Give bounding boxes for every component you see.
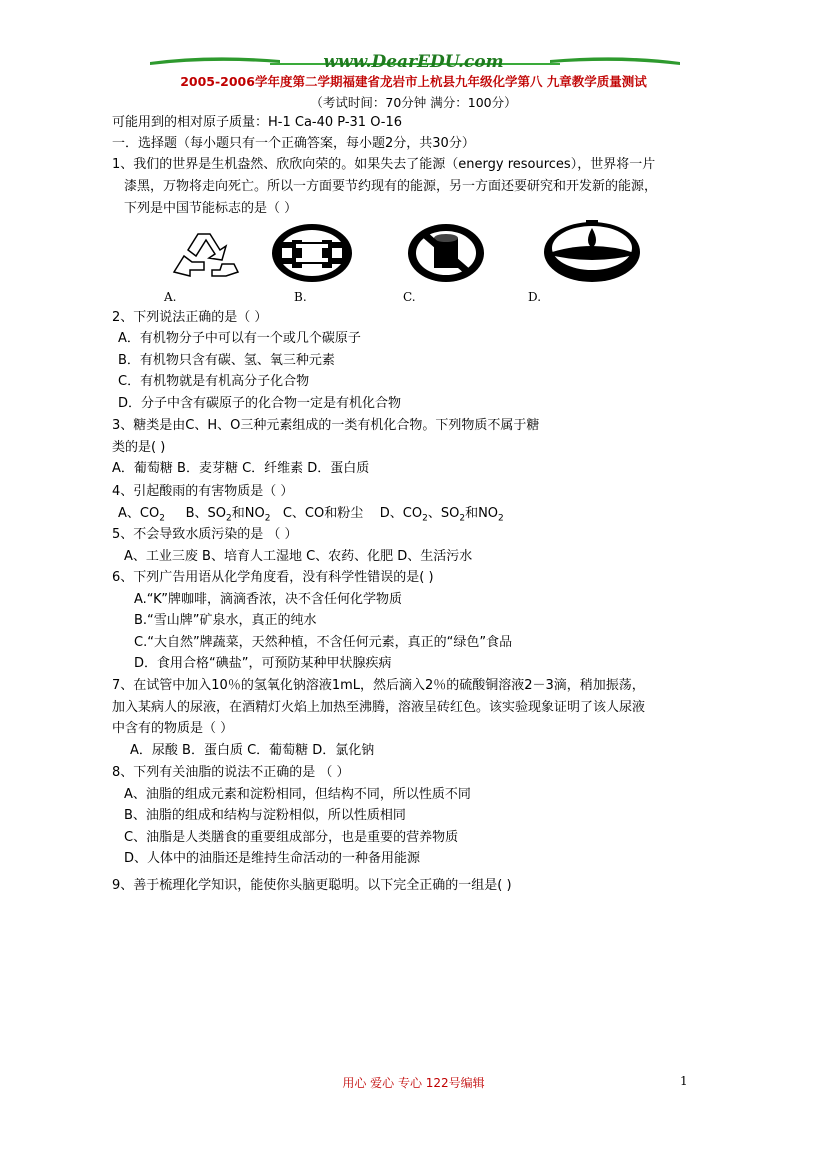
q1-line1: 1、我们的世界是生机盎然、欣欣向荣的。如果失去了能源（energy resources），世界将一片 <box>112 157 656 172</box>
q4-option-d: D、$CO_2$、$SO_2$和$NO_2$ <box>379 506 504 524</box>
q5-stem: 5、不会导致水质污染的是 （ ） <box>112 527 298 542</box>
q1-label-a: A. <box>164 290 177 304</box>
q6-option-d: D．食用合格“碘盐”，可预防某种甲状腺疾病 <box>134 656 392 671</box>
q6-option-c: C.“大自然”牌蔬菜，天然种植，不含任何元素，真正的“绿色”食品 <box>134 635 513 650</box>
q6-option-b: B.“雪山牌”矿泉水，真正的纯水 <box>134 613 317 628</box>
q3-options: A．葡萄糖 B．麦芽糖 C．纤维素 D．蛋白质 <box>112 461 370 476</box>
q4-option-a: A、$CO_2$ <box>118 506 165 524</box>
q1-label-b: B. <box>294 290 307 304</box>
recycle-symbol-icon <box>164 228 246 282</box>
exam-title: 2005-2006学年度第二学期福建省龙岩市上杭县九年级化学第八 九章教学质量测试 <box>180 74 647 89</box>
q3-line2: 类的是( ) <box>112 440 166 455</box>
q1-label-d: D. <box>528 290 542 304</box>
q4-options <box>118 506 504 527</box>
q8-option-d: D、人体中的油脂还是维持生命活动的一种备用能源 <box>124 851 421 866</box>
q2-option-b: B．有机物只含有碳、氢、氧三种元素 <box>118 353 335 368</box>
q5-options: A、工业三废 B、培育人工湿地 C、农药、化肥 D、生活污水 <box>124 549 473 564</box>
q3-line1: 3、糖类是由C、H、O三种元素组成的一类有机化合物。下列物质不属于糖 <box>112 418 540 433</box>
page-footer: 用心 爱心 专心 122号编辑 <box>342 1076 485 1090</box>
q2-option-c: C．有机物就是有机高分子化合物 <box>118 374 310 389</box>
atomic-masses: 可能用到的相对原子质量：H-1 Ca-40 P-31 O-16 <box>112 115 403 130</box>
q6-option-a: A.“K”牌咖啡，滴滴香浓，决不含任何化学物质 <box>134 592 402 607</box>
q7-line2: 加入某病人的尿液，在酒精灯火焰上加热至沸腾，溶液呈砖红色。该实验现象证明了该人尿液 <box>112 700 646 715</box>
q1-line2: 漆黑，万物将走向死亡。所以一方面要节约现有的能源，另一方面还要研究和开发新的能源， <box>124 179 658 194</box>
q7-options: A．尿酸 B．蛋白质 C．葡萄糖 D．氯化钠 <box>130 743 375 758</box>
energy-saving-logo-icon <box>270 222 354 284</box>
q4-option-c: C、CO和粉尘 <box>282 506 364 521</box>
q1-label-c: C. <box>403 290 416 304</box>
section-heading: 一．选择题（每小题只有一个正确答案，每小题2分，共30分） <box>112 136 475 151</box>
q8-option-c: C、油脂是人类膳食的重要组成部分，也是重要的营养物质 <box>124 830 459 845</box>
q9-stem: 9、善于梳理化学知识，能使你头脑更聪明。以下完全正确的一组是( ) <box>112 878 512 893</box>
q2-option-a: A．有机物分子中可以有一个或几个碳原子 <box>118 331 361 346</box>
q6-stem: 6、下列广告用语从化学角度看，没有科学性错误的是( ) <box>112 570 434 585</box>
water-drop-logo-icon <box>542 218 642 284</box>
q2-option-d: D．分子中含有碳原子的化合物一定是有机化合物 <box>118 396 402 411</box>
q1-line3: 下列是中国节能标志的是（ ） <box>124 201 298 216</box>
page-number: 1 <box>680 1074 688 1088</box>
q8-option-a: A、油脂的组成元素和淀粉相同，但结构不同，所以性质不同 <box>124 787 471 802</box>
no-oil-barrel-icon <box>406 222 486 284</box>
q7-line1: 7、在试管中加入10％的氢氧化钠溶液1mL，然后滴入2％的硫酸铜溶液2－3滴，稍加振荡， <box>112 678 645 693</box>
site-url[interactable]: www.DearEDU.com <box>323 52 504 72</box>
q8-stem: 8、下列有关油脂的说法不正确的是 （ ） <box>112 765 350 780</box>
q4-stem: 4、引起酸雨的有害物质是（ ） <box>112 484 294 499</box>
q8-option-b: B、油脂的组成和结构与淀粉相似，所以性质相同 <box>124 808 406 823</box>
q2-stem: 2、下列说法正确的是（ ） <box>112 310 268 325</box>
exam-subtitle: （考试时间：70分钟 满分：100分） <box>310 95 517 110</box>
q7-line3: 中含有的物质是（ ） <box>112 721 234 736</box>
q4-option-b: B、$SO_2$和$NO_2$ <box>185 506 271 524</box>
